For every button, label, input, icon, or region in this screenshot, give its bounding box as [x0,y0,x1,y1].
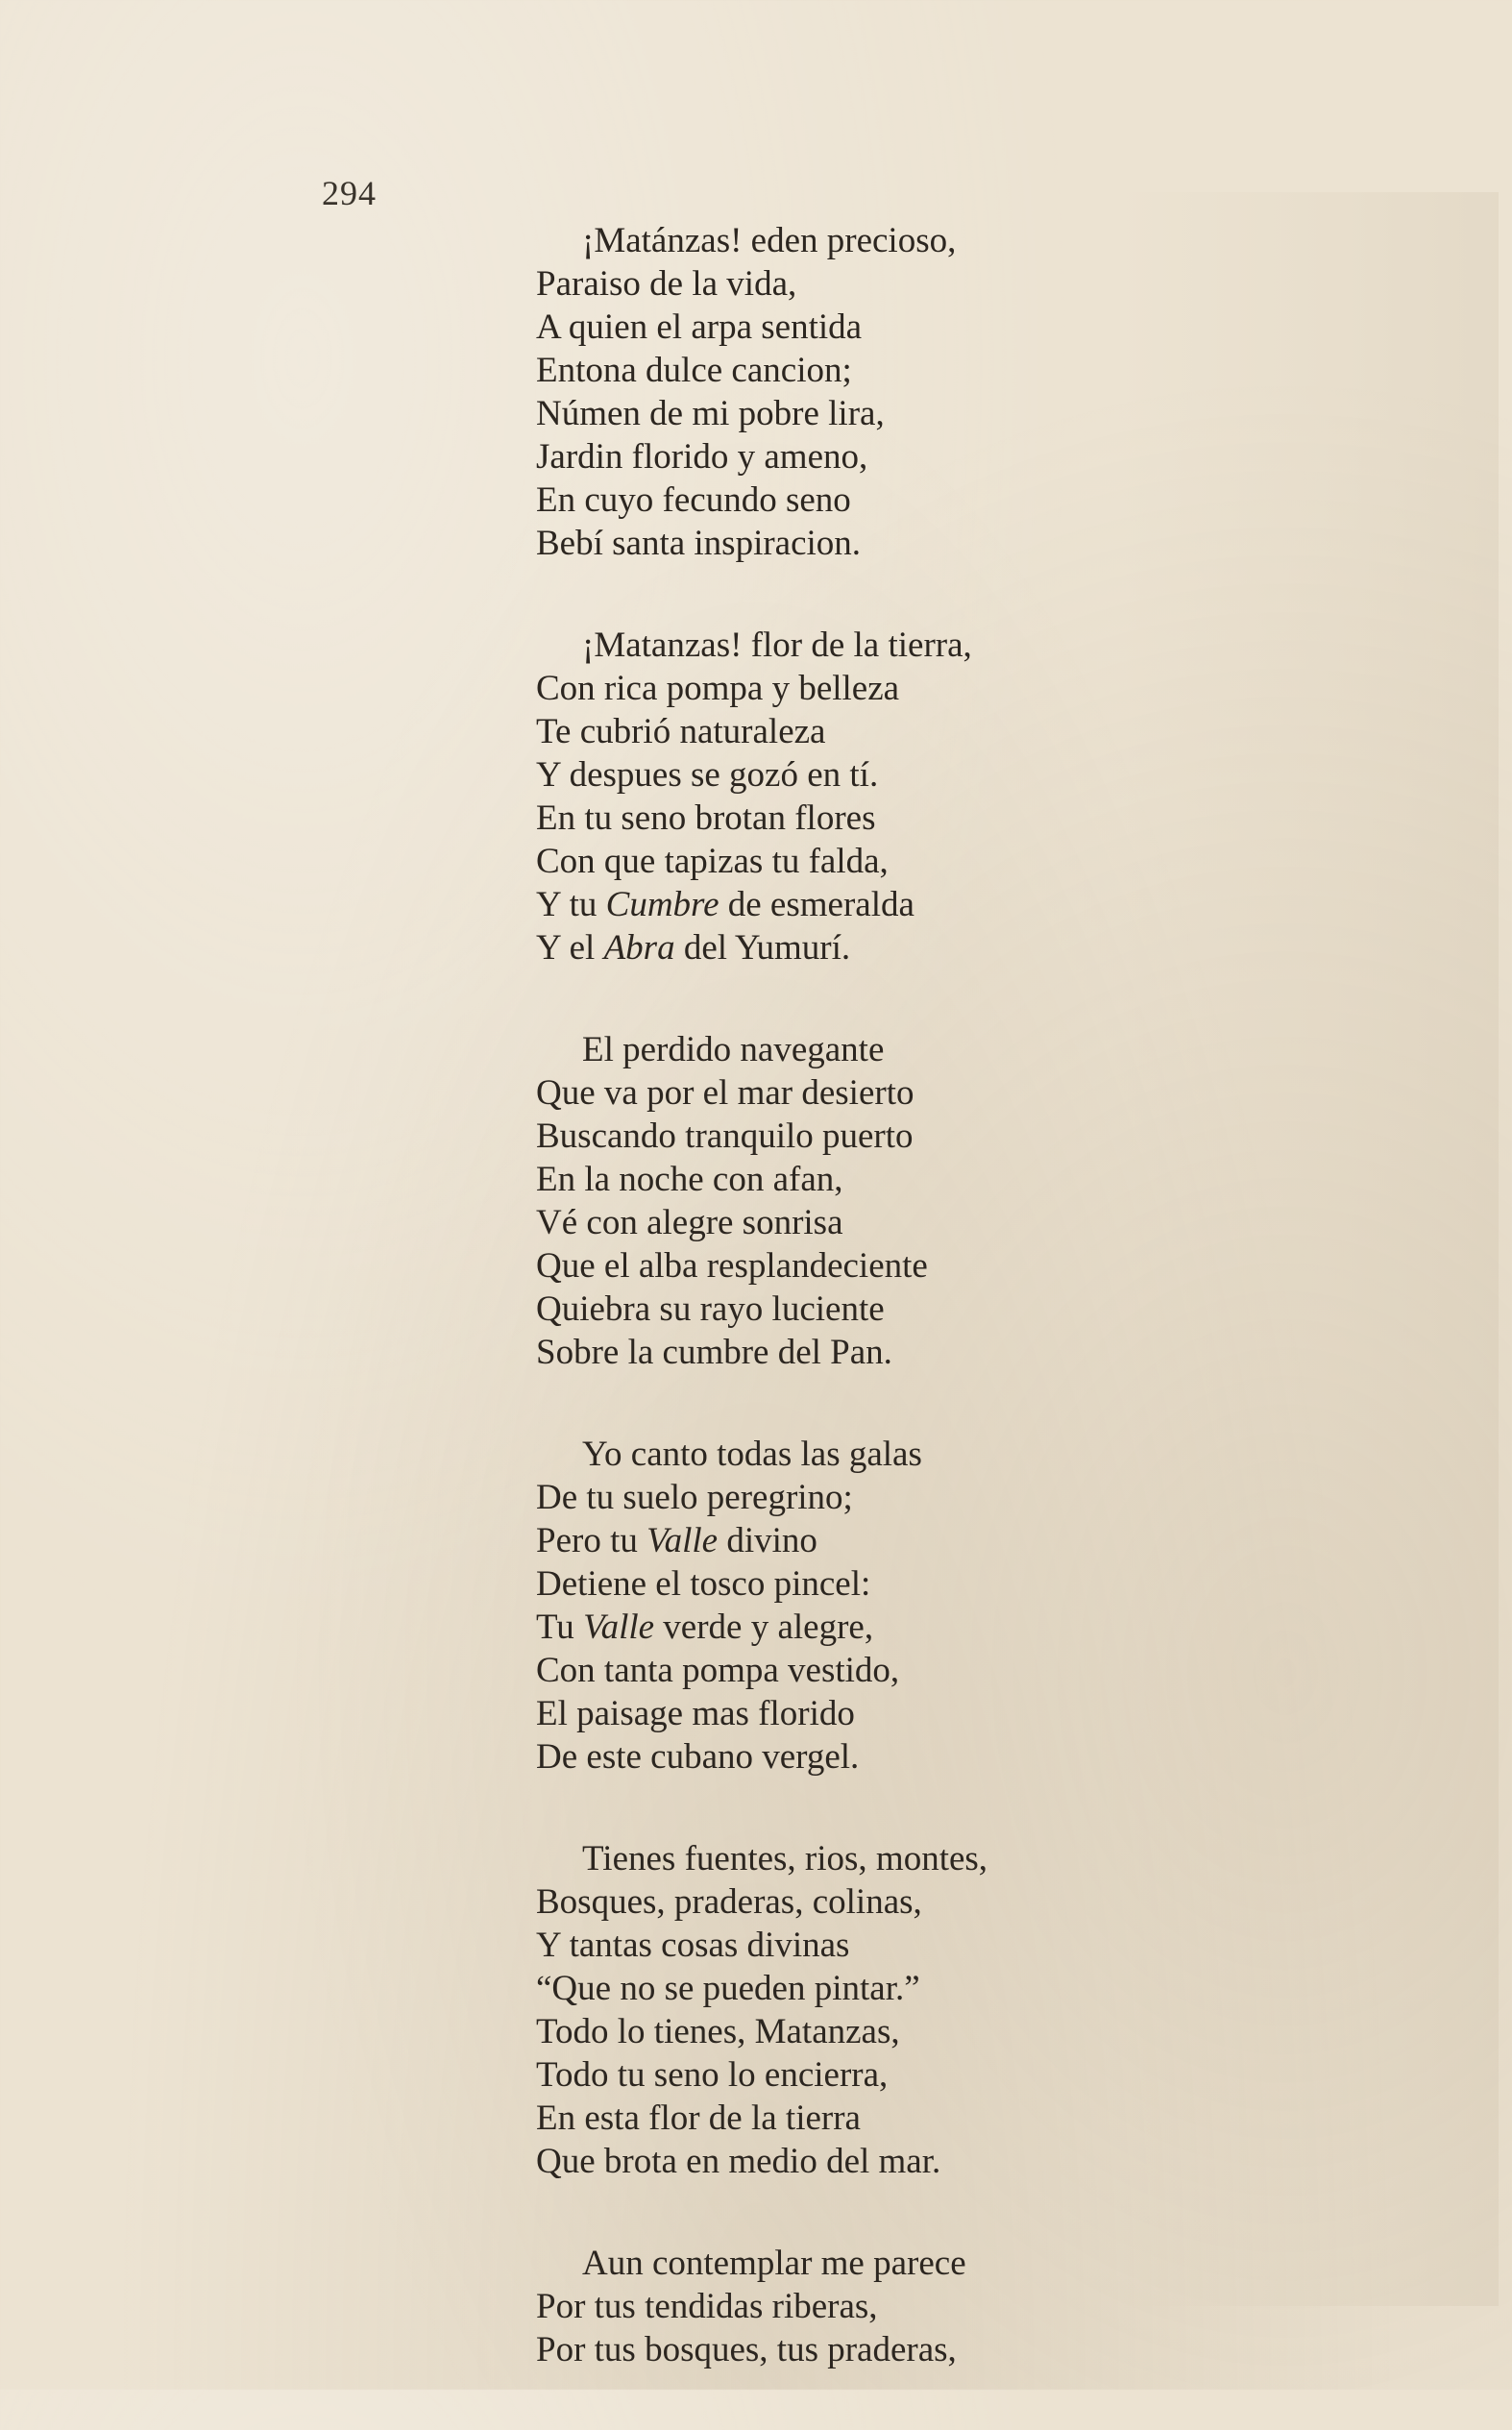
poem-line: Con rica pompa y belleza [536,669,900,708]
line-text: verde y alegre, [654,1608,874,1647]
poem-line: Detiene el tosco pincel: [536,1564,871,1604]
poem-line: “Que no se pueden pintar.” [536,1969,920,2008]
poem-body [536,219,1228,2430]
stanza [536,1433,1228,1779]
page-number: 294 [322,174,377,212]
poem-line: Todo tu seno lo encierra, [536,2055,889,2095]
poem-line: Por tus bosques, tus praderas, [536,2330,957,2369]
poem-line: Númen de mi pobre lira, [536,394,885,433]
poem-line: Que el alba resplandeciente [536,1246,928,1286]
poem-line [536,1519,1228,1562]
italic-place-name: Valle [583,1608,655,1647]
line-text: de esmeralda [719,885,915,924]
poem-line [536,883,1228,926]
poem-line: Que brota en medio del mar. [536,2142,941,2181]
line-text: divino [718,1521,817,1560]
poem-line: Todo lo tienes, Matanzas, [536,2012,900,2051]
stanza [536,219,1228,565]
poem-line: En la noche con afan, [536,1160,843,1199]
poem-line: Tienes fuentes, rios, montes, [582,1839,988,1878]
poem-line: Por tus tendidas riberas, [536,2287,878,2326]
poem-line: Con que tapizas tu falda, [536,842,889,881]
poem-line: Aun contemplar me parece [582,2244,966,2283]
poem-line: El perdido navegante [582,1030,885,1069]
poem-line: Paraiso de la vida, [536,264,797,304]
italic-place-name: Cumbre [605,885,719,924]
italic-place-name: Valle [646,1521,719,1560]
italic-place-name: Abra [603,928,675,968]
poem-line: ¡Matanzas! flor de la tierra, [582,626,972,665]
poem-line: Con tanta pompa vestido, [536,1651,900,1690]
poem-line: En esta flor de la tierra [536,2099,861,2138]
poem-line [536,1606,1228,1649]
poem-line: Quiebra su rayo luciente [536,1289,885,1329]
poem-line: En cuyo fecundo seno [536,480,851,520]
stanza [536,624,1228,970]
poem-line: Bosques, praderas, colinas, [536,1882,922,1922]
poem-line: Vé con alegre sonrisa [536,1203,843,1242]
stanza [536,2242,1228,2371]
poem-line: De tu suelo peregrino; [536,1478,853,1517]
poem-line: Yo canto todas las galas [582,1435,922,1474]
poem-line: Te cubrió naturaleza [536,712,826,751]
poem-line: ¡Matánzas! eden precioso, [582,221,957,260]
line-text: Pero tu [536,1521,647,1560]
poem-line: Y tantas cosas divinas [536,1926,850,1965]
poem-line: En tu seno brotan flores [536,798,876,838]
stanza [536,1028,1228,1374]
poem-line: Que va por el mar desierto [536,1073,915,1113]
poem-line [536,926,1228,970]
poem-line: Buscando tranquilo puerto [536,1117,914,1156]
poem-line: Entona dulce cancion; [536,351,852,390]
poem-line: El paisage mas florido [536,1694,855,1733]
line-text: Y tu [536,885,606,924]
poem-line: A quien el arpa sentida [536,307,863,347]
line-text: Tu [536,1608,584,1647]
line-text: del Yumurí. [674,928,851,968]
poem-line: Sobre la cumbre del Pan. [536,1333,892,1372]
poem-line: De este cubano vergel. [536,1737,860,1777]
poem-line: Bebí santa inspiracion. [536,524,862,563]
stanza [536,1837,1228,2183]
line-text: Y el [536,928,604,968]
poem-line: Jardin florido y ameno, [536,437,868,477]
poem-line: Y despues se gozó en tí. [536,755,879,795]
